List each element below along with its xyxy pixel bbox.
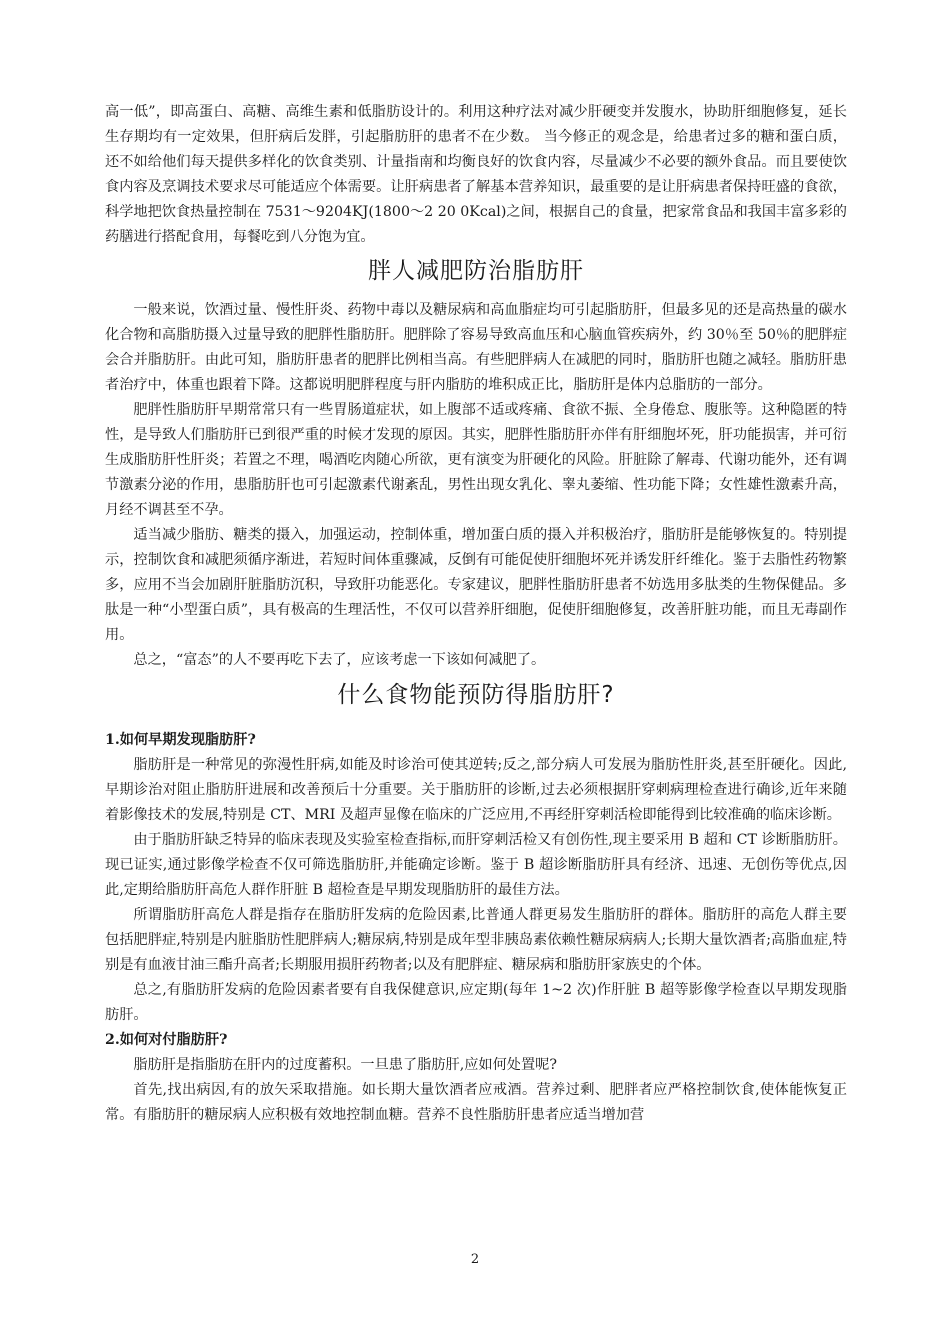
document-page bbox=[105, 100, 847, 1128]
body-paragraph: 总之，“富态”的人不要再吃下去了，应该考虑一下该如何减肥了。 bbox=[133, 652, 546, 668]
section-title-weight-loss: 胖人减肥防治脂肪肝 bbox=[368, 258, 584, 284]
body-paragraph: 首先,找出病因,有的放矢采取措施。如长期大量饮酒者应戒酒。营养过剩、肥胖者应严格控制饮食,使体能恢复正常。有脂肪肝的糖尿病人应积极有效地控制血糖。营养不良性脂肪肝患者应适当增加营 bbox=[105, 1082, 847, 1123]
body-paragraph: 脂肪肝是指脂肪在肝内的过度蓄积。一旦患了脂肪肝,应如何处置呢? bbox=[133, 1057, 557, 1073]
body-paragraph: 一般来说，饮酒过量、慢性肝炎、药物中毒以及糖尿病和高血脂症均可引起脂肪肝，但最多见的还是高热量的碳水化合物和高脂肪摄入过量导致的肥胖性脂肪肝。肥胖除了容易导致高血压和心脑血管疾病外，约 30％至 50％的肥胖症会合并脂肪肝。由此可知，脂肪肝患者的肥胖比例相当高。有些肥胖病人在减肥的同时，脂肪肝也随之减轻。脂肪肝患者治疗中，体重也跟着下降。这都说明肥胖程度与肝内脂肪的堆积成正比，脂肪肝是体内总脂肪的一部分。 bbox=[105, 302, 847, 393]
body-paragraph: 总之,有脂肪肝发病的危险因素者要有自我保健意识,应定期(每年 1~2 次)作肝脏 B 超等影像学检查以早期发现脂肪肝。 bbox=[105, 982, 847, 1023]
section-title-food-prevention: 什么食物能预防得脂肪肝? bbox=[337, 682, 615, 708]
body-paragraph: 由于脂肪肝缺乏特异的临床表现及实验室检查指标,而肝穿刺活检又有创伤性,现主要采用 B 超和 CT 诊断脂肪肝。现已证实,通过影像学检查不仅可筛选脂肪肝,并能确定诊断。鉴于 B 超诊断脂肪肝具有经济、迅速、无创伤等优点,因此,定期给脂肪肝高危人群作肝脏 B 超检查是早期发现脂肪肝的最佳方法。 bbox=[105, 832, 847, 898]
intro-paragraph: 高一低”，即高蛋白、高糖、高维生素和低脂肪设计的。利用这种疗法对减少肝硬变并发腹水，协助肝细胞修复，延长生存期均有一定效果，但肝病后发胖，引起脂肪肝的患者不在少数。 当今修正的观念是，给患者过多的糖和蛋白质，还不如给他们每天提供多样化的饮食类别、计量指南和均衡良好的饮食内容，尽量减少不必要的额外食品。而且要使饮食内容及烹调技术要求尽可能适应个体需要。让肝病患者了解基本营养知识，最重要的是让肝病患者保持旺盛的食欲，科学地把饮食热量控制在 7531～9204KJ(1800～2 20 0Kcal)之间，根据自己的食量，把家常食品和我国丰富多彩的药膳进行搭配食用，每餐吃到八分饱为宜。 bbox=[105, 104, 847, 245]
body-paragraph: 脂肪肝是一种常见的弥漫性肝病,如能及时诊治可使其逆转;反之,部分病人可发展为脂肪性肝炎,甚至肝硬化。因此,早期诊治对阻止脂肪肝进展和改善预后十分重要。关于脂肪肝的诊断,过去必须根据肝穿刺病理检查进行确诊,近年来随着影像技术的发展,特别是 CT、MRI 及超声显像在临床的广泛应用,不再经肝穿刺活检即能得到比较准确的临床诊断。 bbox=[105, 757, 847, 823]
body-paragraph: 适当减少脂肪、糖类的摄入，加强运动，控制体重，增加蛋白质的摄入并积极治疗，脂肪肝是能够恢复的。特别提示，控制饮食和减肥须循序渐进，若短时间体重骤减，反倒有可能促使肝细胞坏死并诱发肝纤维化。鉴于去脂性药物繁多，应用不当会加剧肝脏脂肪沉积，导致肝功能恶化。专家建议，肥胖性脂肪肝患者不妨选用多肽类的生物保健品。多肽是一种“小型蛋白质”，具有极高的生理活性，不仅可以营养肝细胞，促使肝细胞修复，改善肝脏功能，而且无毒副作用。 bbox=[105, 527, 847, 643]
question-heading-treatment: 2.如何对付脂肪肝? bbox=[105, 1032, 228, 1048]
question-heading-early-detection: 1.如何早期发现脂肪肝? bbox=[105, 732, 256, 748]
page-number: 2 bbox=[470, 1252, 480, 1267]
body-paragraph: 所谓脂肪肝高危人群是指存在脂肪肝发病的危险因素,比普通人群更易发生脂肪肝的群体。脂肪肝的高危人群主要包括肥胖症,特别是内脏脂肪性肥胖病人;糖尿病,特别是成年型非胰岛素依赖性糖尿病病人;长期大量饮酒者;高脂血症,特别是有血液甘油三酯升高者;长期服用损肝药物者;以及有肥胖症、糖尿病和脂肪肝家族史的个体。 bbox=[105, 907, 847, 973]
body-paragraph: 肥胖性脂肪肝早期常常只有一些胃肠道症状，如上腹部不适或疼痛、食欲不振、全身倦怠、腹胀等。这种隐匿的特性，是导致人们脂肪肝已到很严重的时候才发现的原因。其实，肥胖性脂肪肝亦伴有肝细胞坏死，肝功能损害，并可衍生成脂肪肝性肝炎；若置之不理，喝酒吃肉随心所欲，更有演变为肝硬化的风险。肝脏除了解毒、代谢功能外，还有调节激素分泌的作用，患脂肪肝也可引起激素代谢紊乱，男性出现女乳化、睾丸萎缩、性功能下降；女性雄性激素升高，月经不调甚至不孕。 bbox=[105, 402, 847, 518]
